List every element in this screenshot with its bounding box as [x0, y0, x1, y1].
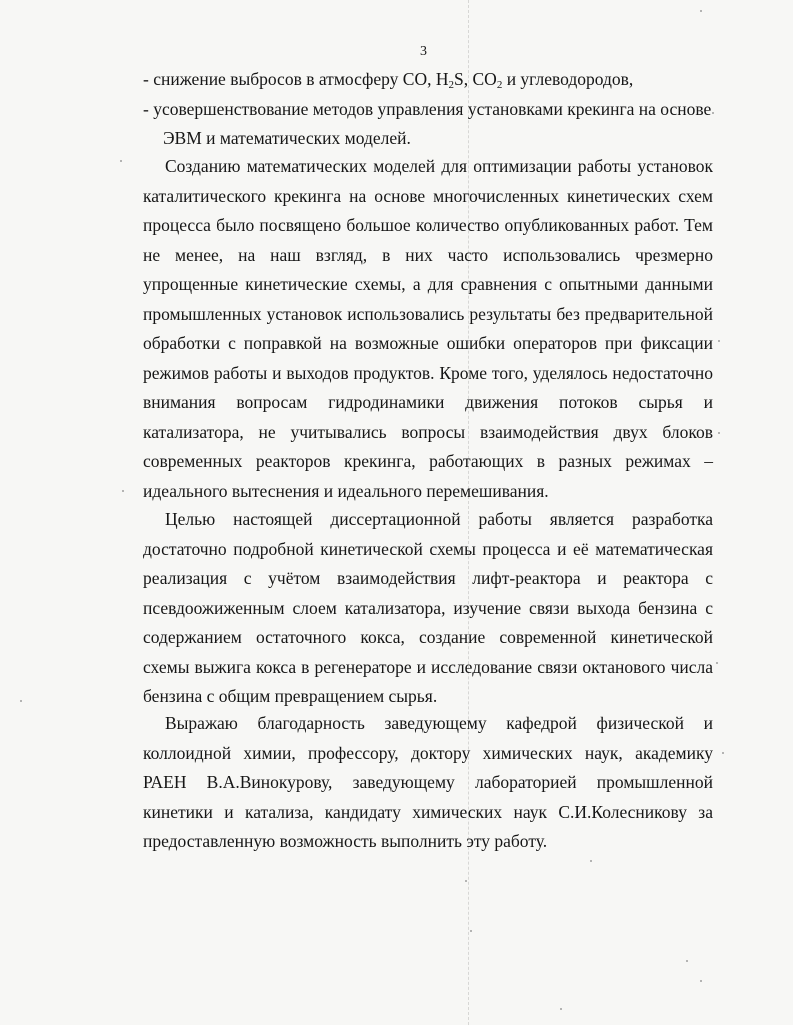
page-number: 3 — [420, 44, 427, 59]
scan-speck — [718, 340, 720, 342]
scan-speck — [722, 752, 724, 754]
subscript-2: 2 — [496, 79, 503, 91]
scan-speck — [470, 930, 472, 932]
list-item-continuation: ЭВМ и математических моделей. — [163, 128, 411, 148]
list-item-text: - снижение выбросов в атмосферу CO, H — [143, 69, 449, 89]
list-item-control-methods: - усовершенствование методов управления установками крекинга на основе — [143, 98, 712, 119]
subscript-2: 2 — [448, 79, 455, 91]
bullet-list — [143, 65, 713, 154]
paragraph-models: Созданию математических моделей для оптимизации работы установок каталитического крекинга на основе многочисленных кинетических схем процесса было посвящено большое количество опубликованных работ. Тем не менее, на наш взгляд, в них часто использовались чрезмерно упрощенные кинетические схемы, а для сравнения с опытными данными промышленных установок использовались результаты без предварительной обработки с поправкой на возможные ошибки операторов при фиксации режимов работы и выходов продуктов. Кроме того, уделялось недостаточно внимания вопросам гидродинамики движения потоков сырья и катализатора, не учитывались вопросы взаимодействия двух блоков современных реакторов крекинга, работающих в разных режимах – идеального вытеснения и идеального перемешивания. — [143, 156, 713, 501]
scan-speck — [590, 860, 592, 862]
paragraph-goal: Целью настоящей диссертационной работы является разработка достаточно подробной кинетической схемы процесса и её математическая реализация с учётом взаимодействия лифт-реактора и реактора с псевдоожиженным слоем катализатора, изучение связи выхода бензина с содержанием остаточного кокса, создание современной кинетической схемы выжига кокса в регенераторе и исследование связи октанового числа бензина с общим превращением сырья. — [143, 509, 713, 706]
list-item-emissions — [143, 65, 713, 95]
scan-speck — [686, 960, 688, 962]
paragraph-acknowledgment: Выражаю благодарность заведующему кафедрой физической и коллоидной химии, профессору, доктору химических наук, академику РАЕН В.А.Винокурову, заведующему лабораторией промышленной кинетики и катализа, кандидату химических наук С.И.Колесникову за предоставленную возможность выполнить эту работу. — [143, 713, 713, 851]
scan-speck — [716, 662, 718, 664]
scan-speck — [700, 10, 702, 12]
scan-speck — [718, 432, 720, 434]
scan-speck — [560, 1008, 562, 1010]
list-item-text: и углеводородов, — [502, 69, 634, 89]
scan-speck — [712, 112, 714, 114]
scan-speck — [20, 700, 22, 702]
scan-speck — [120, 160, 122, 162]
scan-speck — [122, 490, 124, 492]
scan-speck — [465, 880, 467, 882]
list-item-text: S, CO — [454, 69, 497, 89]
scan-speck — [700, 980, 702, 982]
